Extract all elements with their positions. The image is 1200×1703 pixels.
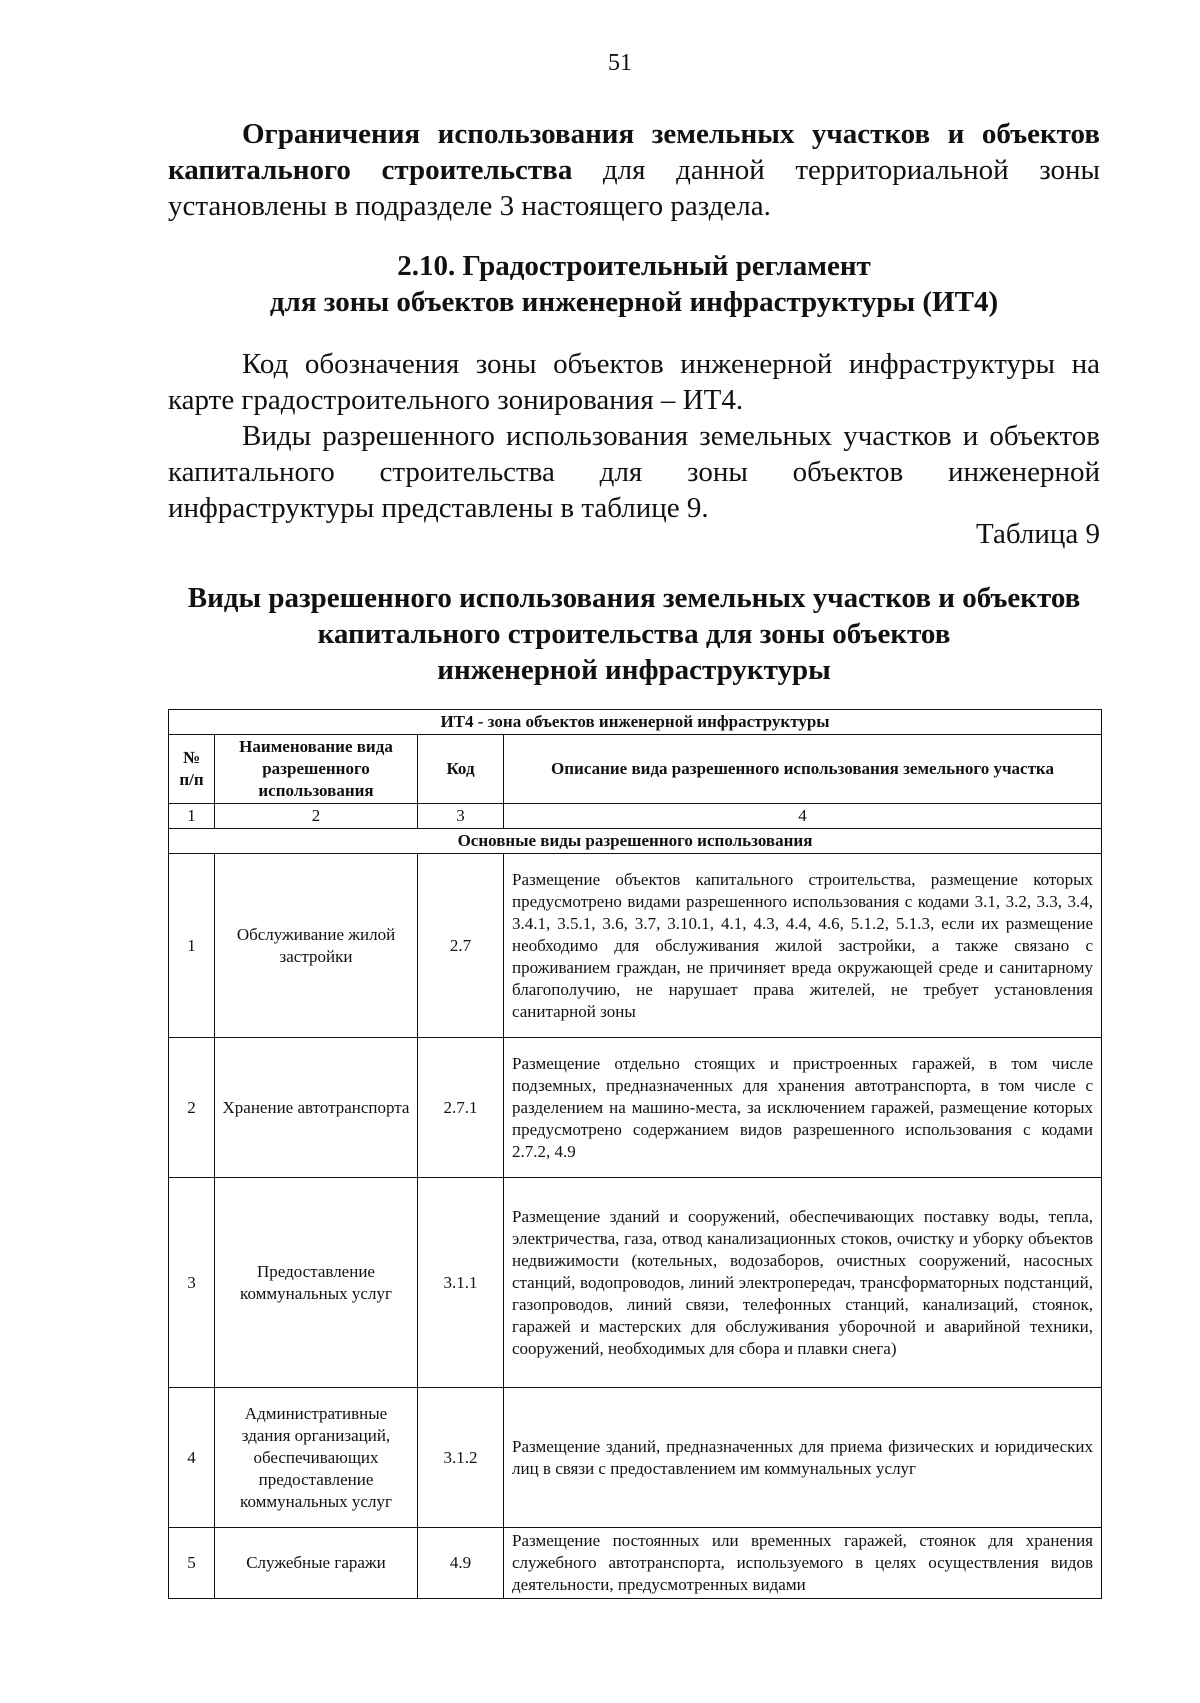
row-description: Размещение объектов капитального строительства, размещение которых предусмотрено видами разрешенного использования с кодами 3.1, 3.2, 3.3, 3.4, 3.4.1, 3.5.1, 3.6, 3.7, 3.10.1, 4.1, 4.3, 4.4, 4.6, 5.1.2, 5.1.3, если их размещение необходимо для обслуживания жилой застройки, а также связано с проживанием граждан, не причиняет вреда окружающей среде и санитарному благополучию, не нарушает права жителей, не требует установления санитарной зоны [504,854,1102,1038]
column-header-description: Описание вида разрешенного использования земельного участка [504,735,1102,804]
row-number: 2 [169,1038,215,1178]
paragraph-restrictions [168,116,1100,224]
row-number: 1 [169,854,215,1038]
table-section-title: Основные виды разрешенного использования [169,829,1102,854]
table-row [169,1178,1102,1388]
row-use-name: Обслуживание жилой застройки [215,854,418,1038]
row-code: 2.7 [418,854,504,1038]
column-header-code: Код [418,735,504,804]
row-code: 3.1.2 [418,1388,504,1528]
row-description: Размещение отдельно стоящих и пристроенных гаражей, в том числе подземных, предназначенных для хранения автотранспорта, в том числе с разделением на машино-места, за исключением гаражей, размещение которых предусмотрено содержанием видов разрешенного использования с кодами 2.7.2, 4.9 [504,1038,1102,1178]
table-zone-header-row [169,710,1102,735]
section-heading-line-2: для зоны объектов инженерной инфраструктуры (ИТ4) [269,286,999,318]
column-number: 3 [418,804,504,829]
column-header-name: Наименование вида разрешенного использования [215,735,418,804]
row-code: 3.1.1 [418,1178,504,1388]
paragraph-restrictions-rest: для данной территориальной зоны установлены в подразделе 3 настоящего раздела. [168,154,1100,222]
table-heading-line-2: капитального строительства для зоны объектов [317,618,951,650]
row-use-name: Административные здания организаций, обеспечивающих предоставление коммунальных услуг [215,1388,418,1528]
row-use-name: Предоставление коммунальных услуг [215,1178,418,1388]
paragraph-permitted-uses: Виды разрешенного использования земельных участков и объектов капитального строительства для зоны объектов инженерной инфраструктуры представлены в таблице 9. [168,420,1100,524]
permitted-uses-table [168,709,1102,1599]
row-use-name: Хранение автотранспорта [215,1038,418,1178]
row-number: 4 [169,1388,215,1528]
row-use-name: Служебные гаражи [215,1528,418,1599]
column-number: 2 [215,804,418,829]
row-number: 5 [169,1528,215,1599]
page-number: 51 [608,50,632,76]
table-column-header-row [169,735,1102,804]
section-heading-line-1: 2.10. Градостроительный регламент [397,250,871,282]
table-row [169,1528,1102,1599]
table-heading [168,580,1100,688]
table-section-row [169,829,1102,854]
row-description: Размещение зданий, предназначенных для приема физических и юридических лиц в связи с предоставлением им коммунальных услуг [504,1388,1102,1528]
row-code: 2.7.1 [418,1038,504,1178]
table-heading-line-3: инженерной инфраструктуры [437,654,831,686]
row-description: Размещение зданий и сооружений, обеспечивающих поставку воды, тепла, электричества, газа, отвод канализационных стоков, очистку и уборку объектов недвижимости (котельных, водозаборов, очистных сооружений, насосных станций, водопроводов, линий электропередач, трансформаторных подстанций, газопроводов, линий связи, телефонных станций, канализаций, стоянок, гаражей и мастерских для обслуживания уборочной и аварийной техники, сооружений, необходимых для сбора и плавки снега) [504,1178,1102,1388]
table-row [169,1388,1102,1528]
column-number: 4 [504,804,1102,829]
table-row [169,854,1102,1038]
row-description: Размещение постоянных или временных гаражей, стоянок для хранения служебного автотранспорта, используемого в целях осуществления видов деятельности, предусмотренных видами [504,1528,1102,1599]
table-label: Таблица 9 [975,518,1100,550]
table-heading-line-1: Виды разрешенного использования земельных участков и объектов [187,582,1081,614]
table-zone-header: ИТ4 - зона объектов инженерной инфраструктуры [169,710,1102,735]
row-code: 4.9 [418,1528,504,1599]
table-row [169,1038,1102,1178]
paragraph-zone-code: Код обозначения зоны объектов инженерной инфраструктуры на карте градостроительного зонирования – ИТ4. [168,348,1100,416]
section-heading [168,248,1100,320]
column-number: 1 [169,804,215,829]
column-header-number: № п/п [169,735,215,804]
row-number: 3 [169,1178,215,1388]
paragraph-restrictions-bold: Ограничения использования земельных участков и объектов капитального строительства [168,118,1100,186]
table-column-number-row [169,804,1102,829]
